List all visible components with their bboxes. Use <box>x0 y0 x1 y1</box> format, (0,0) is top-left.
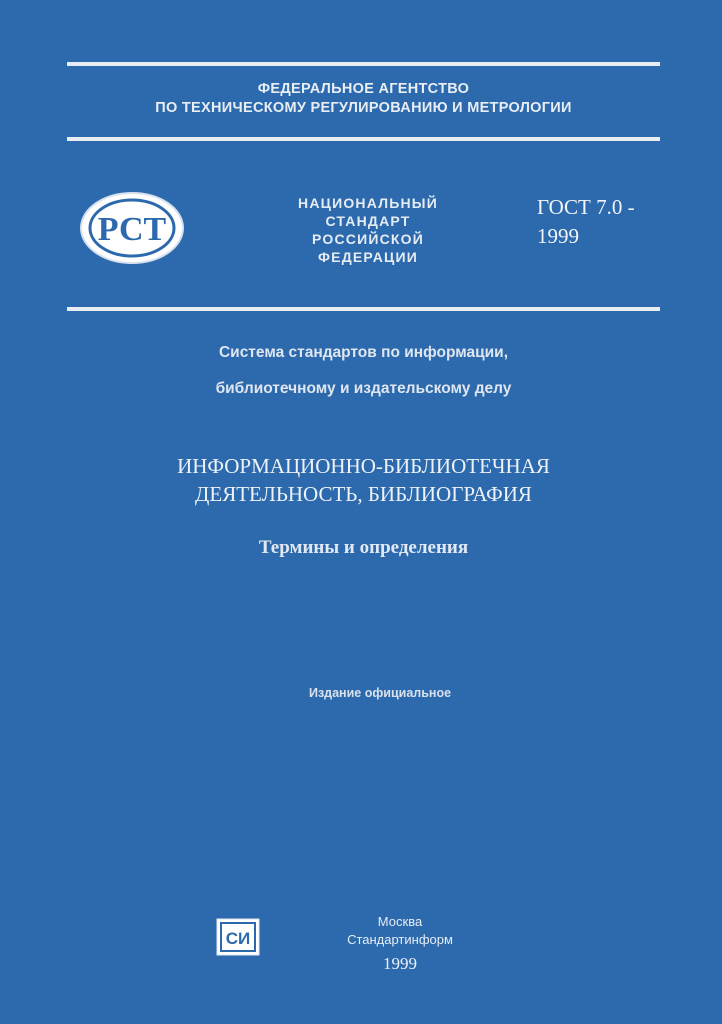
agency-line-1: ФЕДЕРАЛЬНОЕ АГЕНТСТВО <box>257 81 470 97</box>
national-line-3: РОССИЙСКОЙ <box>312 231 424 247</box>
document-subtitle: Термины и определения <box>258 537 469 558</box>
header-bottom-divider <box>67 307 660 311</box>
publisher-name: Стандартинформ <box>347 932 453 947</box>
agency-bottom-divider <box>67 137 660 141</box>
agency-heading <box>67 80 660 118</box>
document-title <box>67 452 660 508</box>
national-line-2: СТАНДАРТ <box>325 213 411 229</box>
top-divider <box>67 62 660 66</box>
title-line-2: ДЕЯТЕЛЬНОСТЬ, БИБЛИОГРАФИЯ <box>195 482 532 506</box>
rst-logo-text: РСТ <box>97 211 167 248</box>
publication-year: 1999 <box>383 954 417 973</box>
standartinform-logo-icon <box>216 918 260 956</box>
gost-designation <box>537 193 635 251</box>
national-line-4: ФЕДЕРАЦИИ <box>318 249 418 265</box>
publisher-logo-text: СИ <box>225 929 251 948</box>
system-line-1: Система стандартов по информации, <box>218 344 509 361</box>
rst-logo-icon <box>78 190 186 266</box>
edition-label: Издание официальное <box>308 686 452 700</box>
system-line-2: библиотечному и издательскому делу <box>215 380 512 397</box>
publisher-city: Москва <box>377 914 423 929</box>
publisher-block <box>300 913 500 949</box>
gost-code: ГОСТ 7.0 - <box>537 195 635 219</box>
gost-year: 1999 <box>537 224 579 248</box>
agency-line-2: ПО ТЕХНИЧЕСКОМУ РЕГУЛИРОВАНИЮ И МЕТРОЛОГИИ <box>155 100 572 116</box>
title-line-1: ИНФОРМАЦИОННО-БИБЛИОТЕЧНАЯ <box>177 454 550 478</box>
national-line-1: НАЦИОНАЛЬНЫЙ <box>298 195 438 211</box>
national-standard-label <box>268 194 468 266</box>
